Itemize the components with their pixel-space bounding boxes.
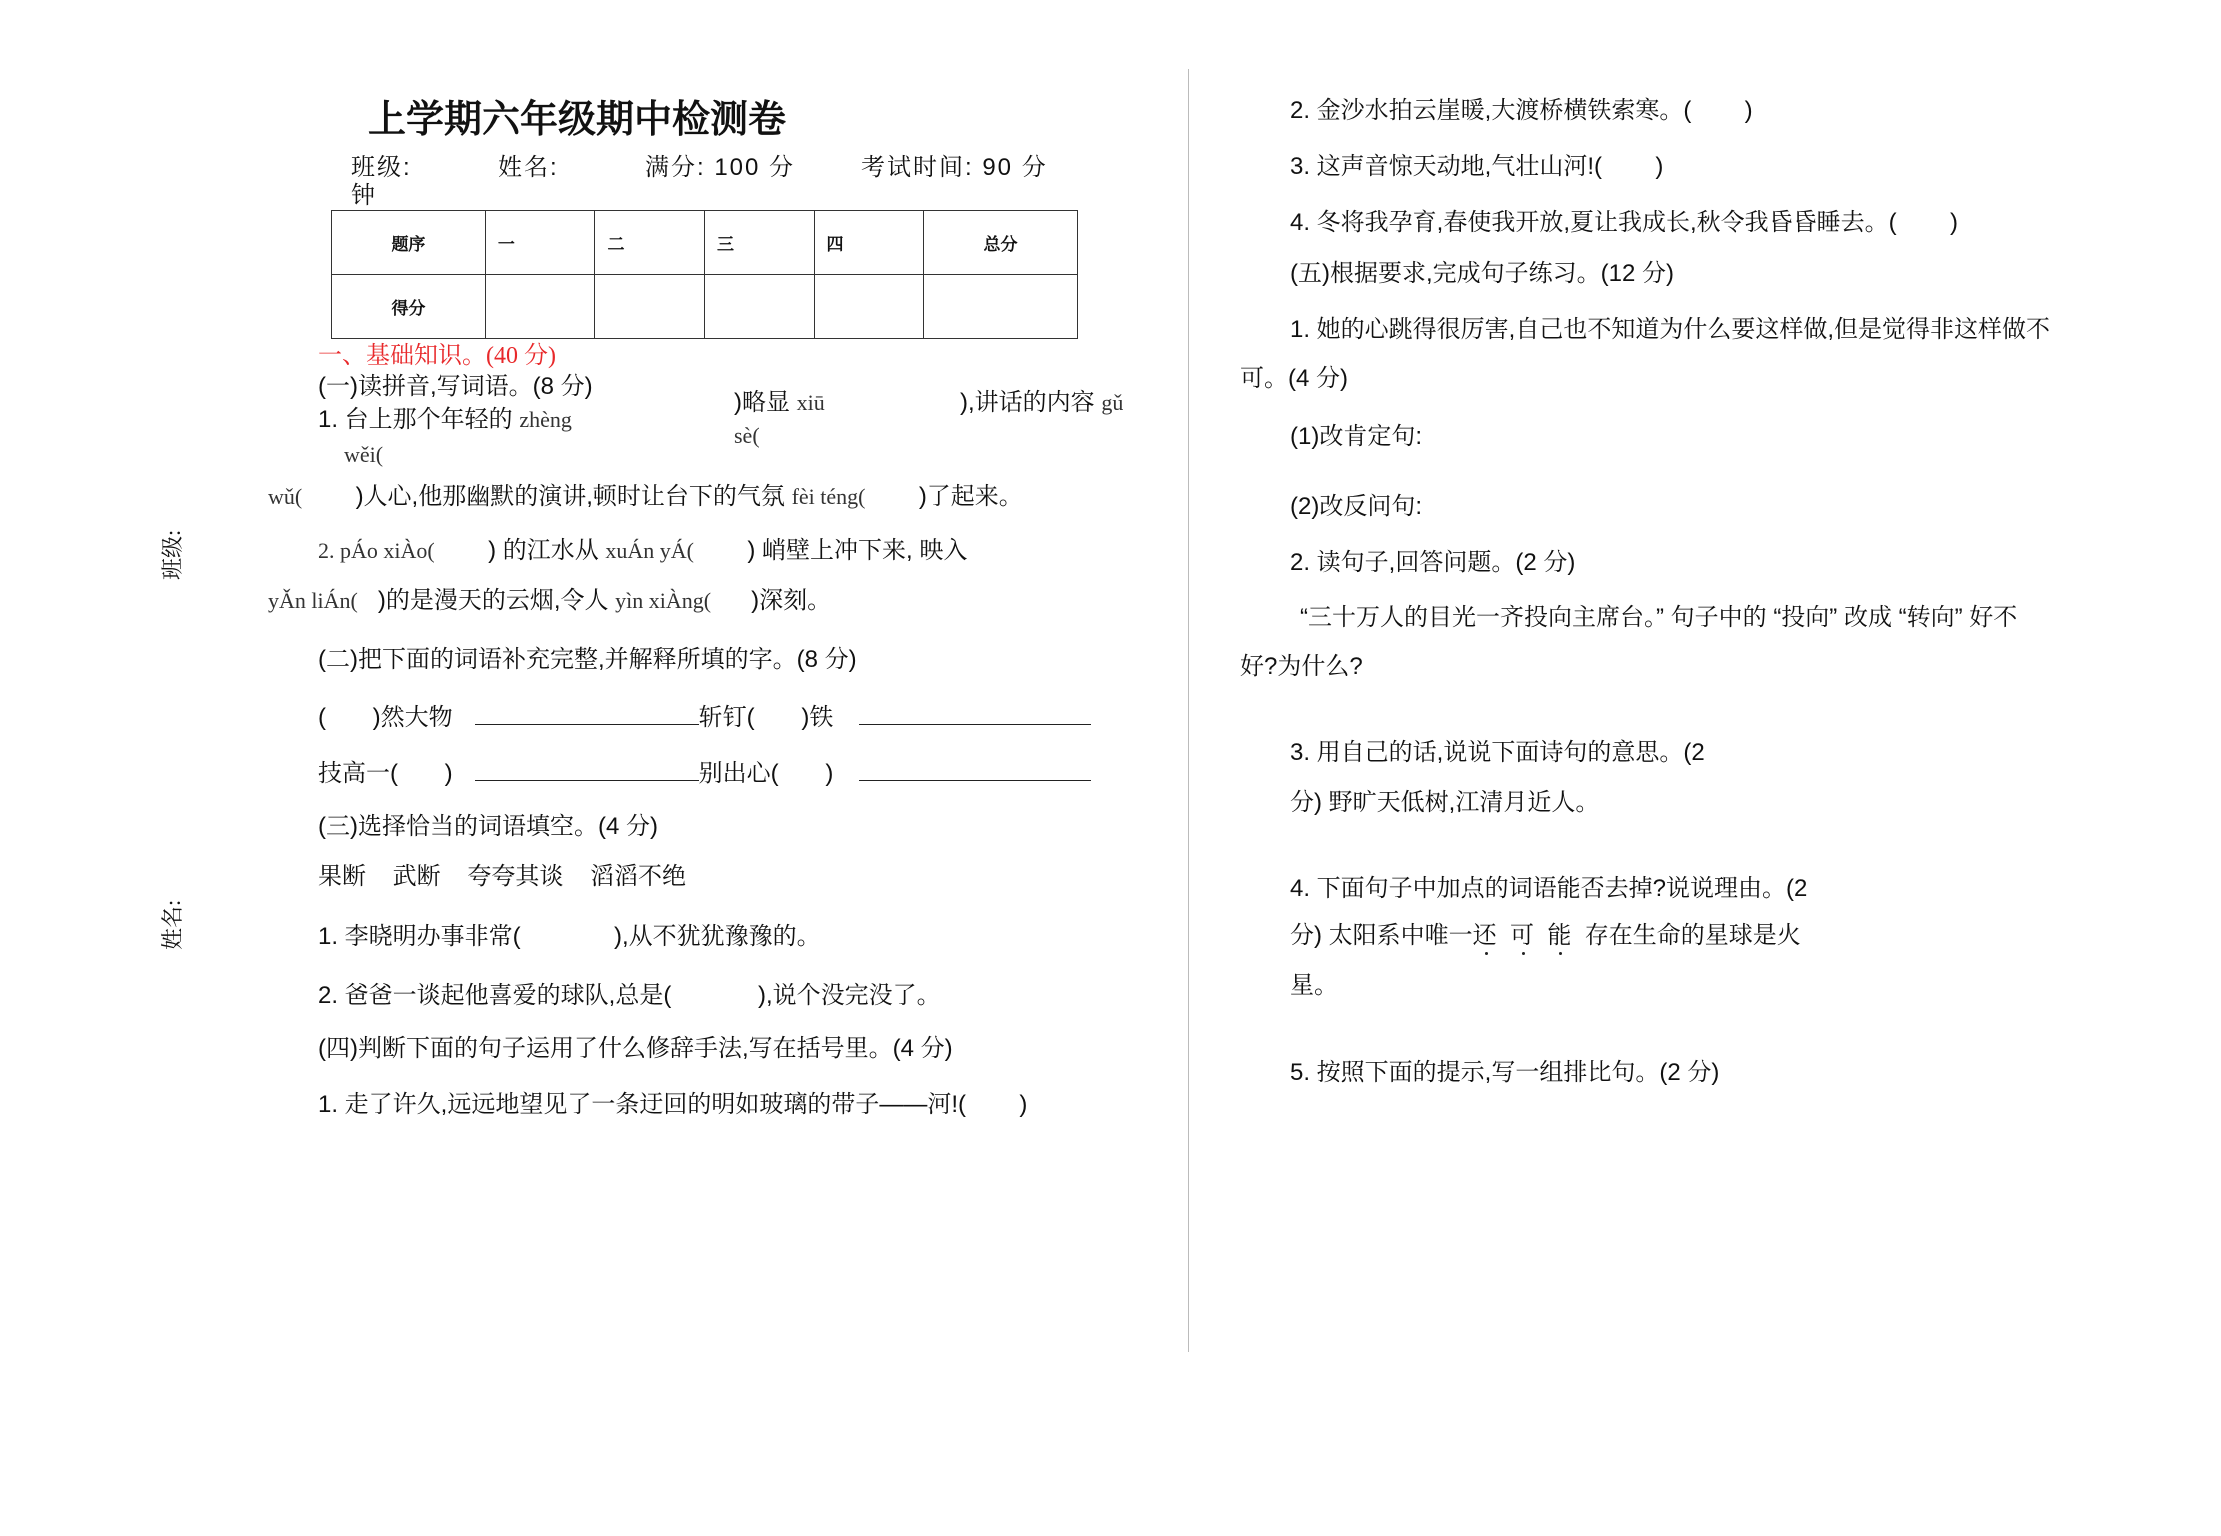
exam-time: 考试时间: 90 分 — [861, 154, 1048, 181]
question: yǍn liÁn( )的是漫天的云烟,令人 yìn xiÀng( )深刻。 — [268, 587, 832, 614]
dotted-word: 能 — [1547, 922, 1572, 949]
pinyin: wěi( — [344, 442, 384, 467]
table-score-row — [332, 275, 1078, 339]
question: 5. 按照下面的提示,写一组排比句。(2 分) — [1290, 1059, 1720, 1086]
answer-blank[interactable] — [859, 702, 1091, 725]
table-cell: 得分 — [332, 275, 486, 339]
full-score: 满分: 100 分 — [645, 154, 796, 181]
exam-title: 上学期六年级期中检测卷 — [368, 99, 787, 141]
question-wrap: 好?为什么? — [1240, 653, 1363, 680]
question: 1. 她的心跳得很厉害,自己也不知道为什么要这样做,但是觉得非这样做不 — [1290, 316, 2051, 343]
part3-title: (三)选择恰当的词语填空。(4 分) — [318, 813, 658, 840]
part1-title: (一)读拼音,写词语。(8 分) — [318, 373, 593, 400]
quote-text: “三十万人的目光一齐投向主席台。” 句子中的 “投向” 改成 “转向” 好不 — [1300, 604, 2018, 631]
dotted-word: 可 — [1510, 922, 1535, 949]
side-class-label: 班级: — [160, 529, 185, 580]
column-divider — [1188, 69, 1189, 1352]
question-part: ),讲话的内容 gǔ — [960, 389, 1124, 416]
score-input-cell[interactable] — [924, 275, 1078, 339]
table-cell: 题序 — [332, 211, 486, 275]
pinyin: sè( — [734, 423, 760, 448]
question: 3. 这声音惊天动地,气壮山河!( ) — [1290, 153, 1664, 180]
question-part: )略显 xiū — [734, 389, 825, 416]
dotted-word: 还 — [1472, 922, 1497, 949]
table-cell: 三 — [704, 211, 814, 275]
question-wrap: 分) 太阳系中唯一还 可 能 存在生命的星球是火 — [1290, 922, 1801, 949]
part4-title: (四)判断下面的句子运用了什么修辞手法,写在括号里。(4 分) — [318, 1035, 953, 1062]
word-choices: 果断 武断 夸夸其谈 滔滔不绝 — [318, 863, 687, 890]
question: 1. 走了许久,远远地望见了一条迂回的明如玻璃的带子——河!( ) — [318, 1091, 1028, 1118]
answer-blank[interactable] — [475, 758, 699, 781]
question: 1. 李晓明办事非常( ),从不犹犹豫豫的。 — [318, 923, 821, 950]
table-cell: 一 — [485, 211, 595, 275]
sub-question: (1)改肯定句: — [1290, 423, 1422, 450]
score-input-cell[interactable] — [704, 275, 814, 339]
part2-title: (二)把下面的词语补充完整,并解释所填的字。(8 分) — [318, 646, 857, 673]
score-table — [331, 210, 1078, 339]
question-wrap: 分) 野旷天低树,江清月近人。 — [1290, 789, 1600, 816]
class-label: 班级: — [351, 154, 412, 181]
question: 2. 读句子,回答问题。(2 分) — [1290, 549, 1576, 576]
idiom-line: 技高一( ) 别出心( ) — [318, 758, 1091, 789]
question: 1. 台上那个年轻的 zhèng — [318, 406, 572, 433]
name-label: 姓名: — [498, 154, 559, 181]
exam-time-wrap: 钟 — [351, 182, 377, 209]
question: 2. pÁo xiÀo( ) 的江水从 xuÁn yÁ( ) 峭壁上冲下来, 映入 — [318, 537, 968, 564]
side-name-label: 姓名: — [160, 899, 185, 950]
question: 2. 金沙水拍云崖暖,大渡桥横铁索寒。( ) — [1290, 97, 1753, 124]
question: 4. 下面句子中加点的词语能否去掉?说说理由。(2 — [1290, 875, 1808, 902]
answer-blank[interactable] — [475, 702, 699, 725]
table-cell: 四 — [814, 211, 924, 275]
question: 4. 冬将我孕育,春使我开放,夏让我成长,秋令我昏昏睡去。( ) — [1290, 209, 1959, 236]
part5-title: (五)根据要求,完成句子练习。(12 分) — [1290, 260, 1674, 287]
table-header-row — [332, 211, 1078, 275]
question: 2. 爸爸一谈起他喜爱的球队,总是( ),说个没完没了。 — [318, 982, 941, 1009]
score-input-cell[interactable] — [814, 275, 924, 339]
question: 3. 用自己的话,说说下面诗句的意思。(2 — [1290, 739, 1705, 766]
question-wrap: 可。(4 分) — [1240, 365, 1348, 392]
score-input-cell[interactable] — [595, 275, 705, 339]
idiom-line: ( )然大物 斩钉( )铁 — [318, 702, 1091, 733]
score-input-cell[interactable] — [485, 275, 595, 339]
table-cell: 二 — [595, 211, 705, 275]
section-heading: 一、基础知识。(40 分) — [318, 343, 556, 369]
table-cell: 总分 — [924, 211, 1078, 275]
question-wrap: 星。 — [1290, 972, 1338, 999]
question: wǔ( )人心,他那幽默的演讲,顿时让台下的气氛 fèi téng( )了起来。 — [268, 483, 1023, 510]
answer-blank[interactable] — [859, 758, 1091, 781]
sub-question: (2)改反问句: — [1290, 493, 1422, 520]
